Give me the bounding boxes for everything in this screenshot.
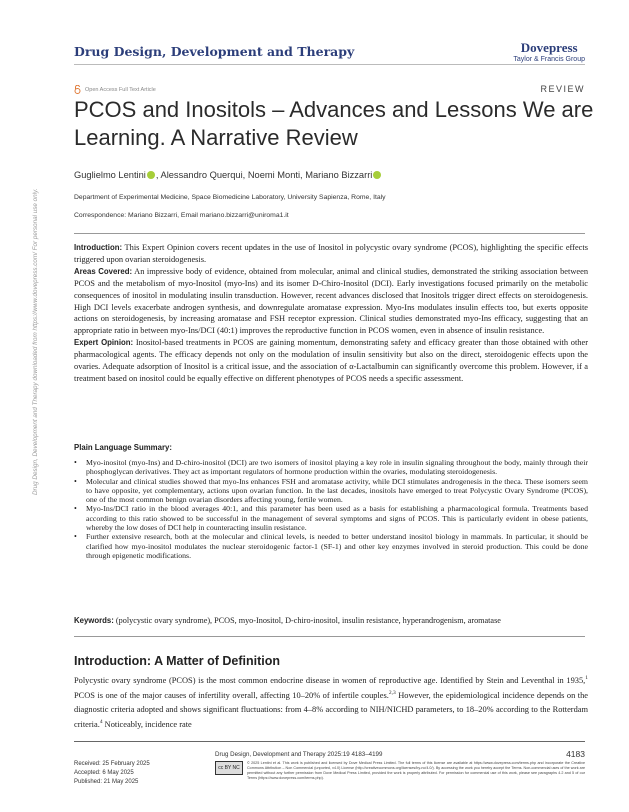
abstract-top-divider bbox=[74, 233, 585, 234]
header-divider bbox=[74, 64, 585, 65]
open-lock-icon bbox=[74, 85, 81, 94]
open-access-label bbox=[74, 85, 156, 94]
published-date: Published: 21 May 2025 bbox=[74, 779, 139, 785]
page-number: 4183 bbox=[566, 749, 585, 759]
author-name[interactable]: Guglielmo Lentini bbox=[74, 170, 146, 180]
abstract-areas-covered bbox=[74, 266, 588, 337]
article-dates bbox=[74, 760, 150, 787]
orcid-icon[interactable] bbox=[373, 171, 381, 179]
abstract-introduction bbox=[74, 242, 588, 266]
author-list: Guglielmo Lentini , Alessandro Querqui, Noemi Monti, Mariano Bizzarri bbox=[74, 170, 382, 180]
publisher-name: Dovepress bbox=[520, 40, 578, 55]
affiliation: Department of Experimental Medicine, Space Biomedicine Laboratory, University Sapienza, Rome, Italy bbox=[74, 194, 386, 201]
plain-language-summary bbox=[74, 443, 588, 560]
body-text: Noticeably, incidence rate bbox=[102, 719, 192, 729]
watermark-text: Drug Design, Development and Therapy downloaded from https://www.dovepress.com/ For personal use only. bbox=[32, 188, 39, 495]
citation-ref[interactable]: 4 bbox=[99, 719, 103, 726]
list-item: • Molecular and clinical studies showed that myo-Ins enhances FSH and aromatase activity, while DCI stimulates androgenesis in the theca. These isomers seem to have opposite, yet complementary, actions upon ovarian function. In the last decades, inositols have emerged to treat Polycystic Ovary Syndrome (PCOS), one of the most common benign ovarian disorders affecting young, fertile women. bbox=[74, 477, 588, 505]
abstract-label: Areas Covered: bbox=[74, 266, 133, 276]
publisher-group: Taylor & Francis Group bbox=[513, 56, 585, 63]
plain-language-heading: Plain Language Summary: bbox=[74, 443, 172, 452]
cc-license-icon[interactable]: cc BY NC bbox=[215, 761, 243, 775]
download-watermark bbox=[32, 188, 42, 495]
body-text: However, the epidemiological incidence depends on the diagnostic criteria adopted and shows significant fluctuations: from 4–8% according to NIH/NICHD parameters, to 18–20% according to the Rotterdam criteria. bbox=[74, 691, 588, 729]
publisher-logo[interactable] bbox=[513, 40, 585, 63]
journal-title[interactable]: Drug Design, Development and Therapy bbox=[74, 44, 355, 59]
article-type: REVIEW bbox=[540, 84, 585, 94]
list-item: • Myo-Ins/DCI ratio in the blood averages 40:1, and this parameter has been used as a basis for establishing a pharmacological formula. Treatments based according to this ratio showed to be successful in the management of several symptoms and signs of PCOS. This is particularly evident in obese patients, whereby the low doses of DCI help in counteracting insulin resistance. bbox=[74, 504, 588, 532]
author-name[interactable]: Noemi Monti bbox=[247, 170, 301, 180]
abstract bbox=[74, 242, 588, 385]
list-item: • Myo-inositol (myo-Ins) and D-chiro-inositol (DCI) are two isomers of inositol playing a key role in insulin signaling throughout the body, mainly through their phosphoglycan derivatives. They act as important regulators of hormone production within the ovaries, modulating steroidogenesis. bbox=[74, 458, 588, 477]
abstract-text: An impressive body of evidence, obtained from molecular, animal and clinical studies, demonstrated the striking association between PCOS and the metabolism of myo-Inositol (myo-Ins) and its isomer D-Chiro-Inositol (DCI). Early investigations focused primarily on the metabolic consequences of inositol in modulating insulin transduction. However, recent advances disclosed that Inositols trigger direct effects on steroidogenesis. High DCI levels exacerbate androgen synthesis, and downregulate aromatase expression. Myo-Ins modulates insulin effects too, but exerts opposite actions on steroidogenesis, by increasing aromatase and FSH receptor expression. Clinical studies demonstrated myo-Ins efficacy, suggesting that an appropriate ratio in between myo-Ins/DCI (40:1) improves the reproductive function in PCOS women, even in absence of insulin resistance. bbox=[74, 266, 589, 336]
footer-divider bbox=[74, 741, 585, 742]
open-access-text: Open Access Full Text Article bbox=[85, 86, 156, 93]
license-block bbox=[215, 761, 585, 781]
license-text: © 2025 Lentini et al. This work is published and licensed by Dove Medical Press Limited. The full terms of this license are available at https://www.dovepress.com/terms.php and incorporate the Creative Commons Attribution – Non Commercial (unported, v4.0) License (http://creativecommons.org/licenses/by-nc/4.0/). By accessing the work you hereby accept the Terms. Non-commercial uses of the work are permitted without any further permission from Dove Medical Press Limited, provided the work is properly attributed. For permission for commercial use of this work, please see paragraphs 4.2 and 5 of our Terms (https://www.dovepress.com/terms.php). bbox=[247, 761, 585, 780]
introduction-paragraph bbox=[74, 672, 588, 731]
accepted-date: Accepted: 6 May 2025 bbox=[74, 770, 134, 776]
keywords-label: Keywords: bbox=[74, 616, 114, 625]
abstract-expert-opinion bbox=[74, 337, 588, 385]
abstract-bottom-divider bbox=[74, 636, 585, 637]
author-name[interactable]: Mariano Bizzarri bbox=[305, 170, 373, 180]
body-text: PCOS is one of the major causes of infertility overall, affecting 10–20% of infertile couples. bbox=[74, 691, 389, 701]
citation-ref[interactable]: 1 bbox=[585, 675, 588, 681]
orcid-icon[interactable] bbox=[147, 171, 155, 179]
abstract-text: Inositol-based treatments in PCOS are gaining momentum, demonstrating safety and efficacy greater than those obtained with other pharmacological agents. The efficacy depends not only on the modulation of insulin sensitivity but also on the direct, steroidogenic effects upon the ovaries. Adequate adsorption of Inositol is a critical issue, and the association of α-Lactalbumin can significantly overcome this problem. However, if a treatment based on inositol could be equally effective on different phenotypes of PCOS needs a specific assessment. bbox=[74, 338, 588, 383]
list-item: • Further extensive research, both at the molecular and clinical levels, is needed to better understand inositol biology in mammals. In particular, it should be clarified how myo-inositol modulates the nuclear steroidogenic factor-1 (SF-1) and other key enzymes involved in steroid production. This could be done through epigenetic modifications. bbox=[74, 532, 588, 560]
author-name[interactable]: Alessandro Querqui bbox=[160, 170, 243, 180]
journal-citation[interactable]: Drug Design, Development and Therapy 2025:19 4183–4199 bbox=[215, 751, 383, 758]
section-heading: Introduction: A Matter of Definition bbox=[74, 654, 280, 668]
abstract-label: Introduction: bbox=[74, 243, 123, 252]
correspondence[interactable]: Correspondence: Mariano Bizzarri, Email mariano.bizzarri@uniroma1.it bbox=[74, 212, 289, 219]
received-date: Received: 25 February 2025 bbox=[74, 761, 150, 767]
keywords-text: (polycystic ovary syndrome), PCOS, myo-Inositol, D-chiro-inositol, insulin resistance, hyperandrogenism, aromatase bbox=[115, 616, 501, 625]
keywords bbox=[74, 616, 588, 625]
body-text: Polycystic ovary syndrome (PCOS) is the most common endocrine disease in women of reproductive age. Identified by Stein and Leventhal in 1935, bbox=[74, 675, 586, 685]
abstract-text: This Expert Opinion covers recent updates in the use of Inositol in polycystic ovary syndrome (PCOS), highlighting the specific effects triggered upon ovarian steroidogenesis. bbox=[74, 243, 588, 264]
citation-ref[interactable]: 2,3 bbox=[388, 690, 396, 697]
article-title: PCOS and Inositols – Advances and Lessons We are Learning. A Narrative Review bbox=[74, 97, 594, 150]
summary-list bbox=[74, 458, 588, 560]
abstract-label: Expert Opinion: bbox=[74, 338, 134, 348]
